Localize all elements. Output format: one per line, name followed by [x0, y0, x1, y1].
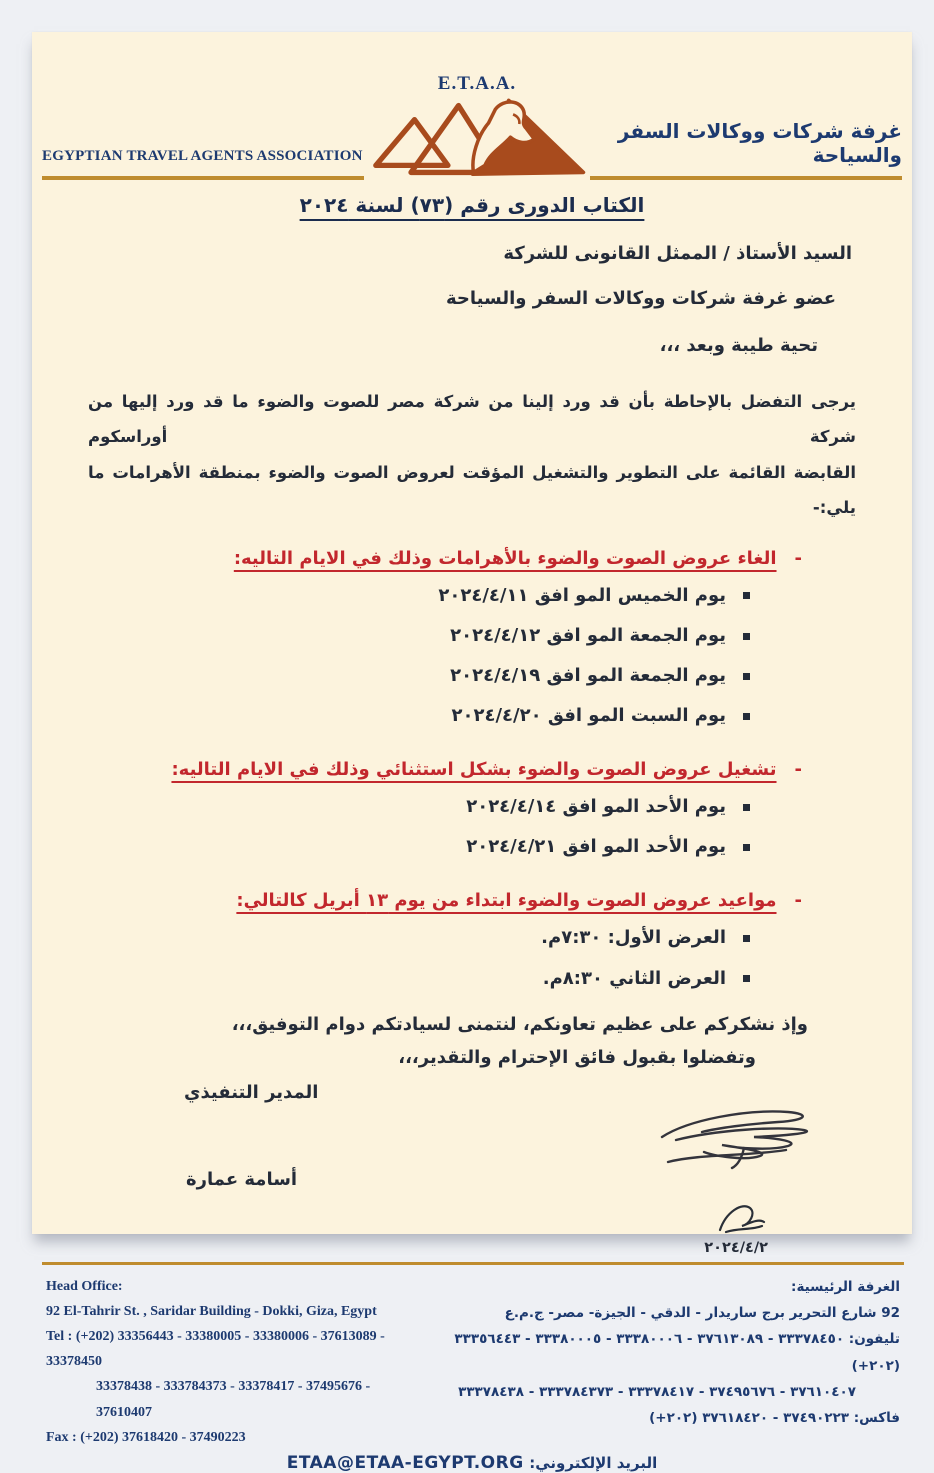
tel-en-line2: 33378438 - 333784373 - 33378417 - 37495676 - 37610407: [96, 1379, 371, 1420]
intro-line-1: يرجى التفضل بالإحاطة بأن قد ورد إلينا من شركة مصر للصوت والضوء ما قد ورد إليها من شركة أوراسكوم: [88, 392, 856, 447]
dash-marker: -: [794, 890, 802, 912]
handwritten-initials-block: [88, 1200, 770, 1240]
head-office-label-en: Head Office:: [46, 1278, 123, 1294]
dash-marker: -: [794, 759, 802, 781]
list-item: يوم الخميس المو افق ٢٠٢٤/٤/١١: [88, 583, 750, 609]
list-item: العرض الثاني ٨:٣٠م.: [88, 966, 750, 992]
email-row: [32, 1453, 912, 1473]
addressee-line-2: عضو غرفة شركات ووكالات السفر والسياحة: [446, 288, 836, 309]
signature: [656, 1105, 856, 1169]
fax-ar: فاكس: ٣٧٤٩٠٢٢٣ - ٣٧٦١٨٤٢٠ ⁦(+٢٠٢)⁩: [649, 1410, 900, 1427]
addressee-line-1: السيد الأستاذ / الممثل القانونى للشركة: [503, 243, 852, 264]
letter-sheet: [32, 32, 912, 1473]
section-exceptional-operation: [88, 759, 856, 860]
square-bullet-icon: [743, 633, 750, 640]
square-bullet-icon: [743, 673, 750, 680]
section-cancelled-shows: [88, 548, 856, 729]
section-heading: - مواعيد عروض الصوت والضوء ابتداء من يوم ١٣ أبريل كالتالي:: [236, 890, 802, 912]
dash-marker: -: [794, 547, 802, 569]
letterhead-left: [42, 148, 364, 180]
letterhead: [32, 32, 912, 180]
tel-ar-line1: تليفون: ٣٣٣٧٨٤٥٠ - ٣٧٦١٣٠٨٩ - ٣٣٣٨٠٠٠٦ - ٣٣٣٨٠٠٠٥ - ٣٣٣٥٦٤٤٣ ⁦(+٢٠٢)⁩: [454, 1331, 900, 1374]
closing-line-1: وإذ نشكركم على عظيم تعاونكم، لنتمنى لسيادتكم دوام التوفيق،،،: [231, 1013, 808, 1035]
square-bullet-icon: [743, 935, 750, 942]
letterhead-right: [590, 119, 902, 180]
square-bullet-icon: [743, 592, 750, 599]
etaa-acronym: E.T.A.A.: [437, 73, 517, 94]
intro-line-2: القابضة القائمة على التطوير والتشغيل المؤقت لعروض الصوت والضوء بمنطقة الأهرامات ما يلي:-: [88, 462, 856, 518]
footer: [32, 1265, 912, 1450]
list-item: يوم الجمعة المو افق ٢٠٢٤/٤/١٩: [88, 663, 750, 689]
pyramids-sphinx-logo-icon: [366, 95, 588, 183]
org-name-english: EGYPTIAN TRAVEL AGENTS ASSOCIATION: [42, 148, 363, 164]
footer-arabic: [425, 1274, 900, 1450]
handwritten-date: ٢٠٢٤/٤/٢: [704, 1239, 768, 1256]
square-bullet-icon: [743, 975, 750, 982]
tel-en-line1: Tel : (+202) 33356443 - 33380005 - 33380006 - 37613089 - 33378450: [46, 1329, 385, 1370]
email-label: البريد الإلكتروني:: [529, 1453, 658, 1472]
footer-english: [46, 1274, 425, 1450]
signer-title: المدير التنفيذي: [184, 1081, 319, 1103]
list-item: يوم الجمعة المو افق ٢٠٢٤/٤/١٢: [88, 623, 750, 649]
square-bullet-icon: [743, 804, 750, 811]
closing-line-2: وتفضلوا بقبول فائق الإحترام والتقدير،،،: [398, 1046, 756, 1068]
email-address: ETAA@ETAA-EGYPT.ORG: [286, 1452, 524, 1473]
section-heading: - الغاء عروض الصوت والضوء بالأهرامات وذلك في الايام التاليه:: [233, 547, 802, 569]
initials-scribble: [712, 1200, 770, 1238]
signer-name: أسامة عمارة: [186, 1168, 298, 1190]
list-item: يوم الأحد المو افق ٢٠٢٤/٤/١٤: [88, 794, 750, 820]
square-bullet-icon: [743, 713, 750, 720]
intro-paragraph: [88, 384, 856, 526]
section-show-times: [88, 890, 856, 991]
org-name-arabic: غرفة شركات ووكالات السفر والسياحة: [617, 119, 902, 167]
greeting-line: تحية طيبة وبعد ،،،: [659, 335, 818, 356]
letter-body: [32, 243, 912, 1256]
letter-title: الكتاب الدورى رقم (٧٣) لسنة ٢٠٢٤: [299, 193, 645, 217]
address-en: 92 El-Tahrir St. , Saridar Building - Dokki, Giza, Egypt: [46, 1303, 377, 1319]
list-item: يوم الأحد المو افق ٢٠٢٤/٤/٢١: [88, 834, 750, 860]
list-item: العرض الأول: ٧:٣٠م.: [88, 925, 750, 951]
square-bullet-icon: [743, 844, 750, 851]
address-ar: 92 شارع التحرير برج ساريدار - الدقي - الجيزة- مصر- ج.م.ع: [504, 1304, 900, 1321]
tel-ar-line2: ٣٧٦١٠٤٠٧ - ٣٧٤٩٥٦٧٦ - ٣٣٣٧٨٤١٧ - ٣٣٣٧٨٤٣٧٣ - ٣٣٣٧٨٤٣٨: [458, 1383, 856, 1400]
head-office-label-ar: الغرفة الرئيسية:: [791, 1278, 900, 1295]
list-item: يوم السبت المو افق ٢٠٢٤/٤/٢٠: [88, 703, 750, 729]
letterhead-logo-block: [364, 73, 590, 187]
fax-en: Fax : (+202) 37618420 - 37490223: [46, 1429, 246, 1445]
section-heading: - تشغيل عروض الصوت والضوء بشكل استثنائي وذلك في الايام التاليه:: [171, 759, 802, 781]
